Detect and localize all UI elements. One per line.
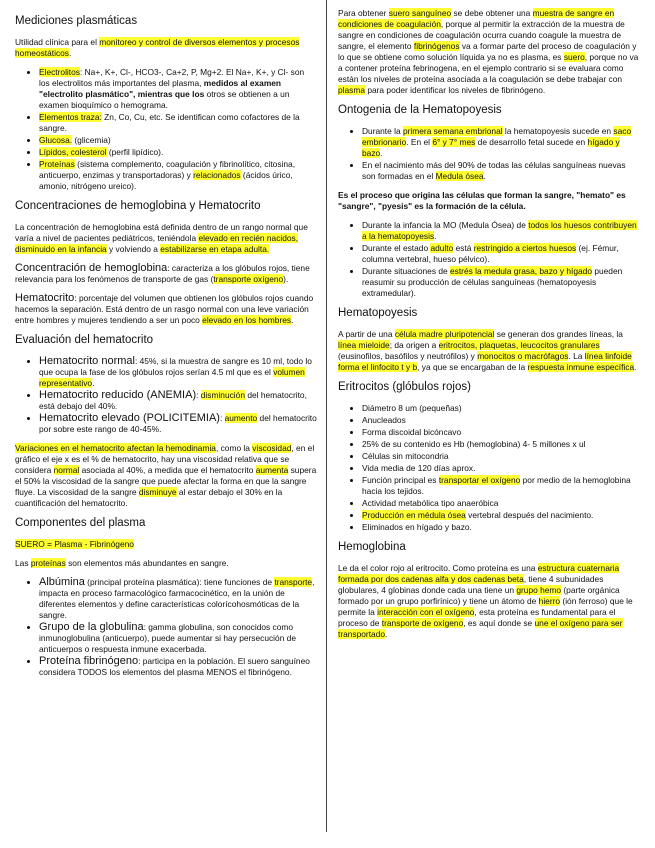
text-run: asociada al 40%, a medida que el hematocrito [79,465,256,475]
text-run: la hematopoyesis sucede en [502,126,614,136]
paragraph [338,8,640,96]
bullet-list [338,126,640,182]
text-run: Forma discoidal bicóncavo [362,427,462,437]
highlighted-text: transportar el oxígeno [438,475,521,485]
highlighted-text: saco embrionario [362,126,632,147]
text-run: Utilidad clínica para el [15,37,100,47]
text-run: vertebral después del nacimiento. [465,510,594,520]
list-item [362,451,640,462]
highlighted-text: suero [563,52,585,62]
text-run: , es aquí donde se [463,618,535,628]
list-item [39,159,317,192]
paragraph [15,443,317,509]
list-item [39,67,317,111]
highlighted-text: hierro [538,596,561,606]
text-run: : 45%, si la muestra de sangre es 10 ml, todo lo que ocupa la fase de los glóbulos rojos serían 4.5 ml que es el [39,356,312,377]
paragraph [15,222,317,255]
highlighted-text: todos los huesos contribuyen a la hematopoyesis [362,220,637,241]
text-run: (ej. Fémur, columna vertebral, hueso pélvico). [362,243,619,264]
highlighted-text: Lípidos, colesterol [39,147,107,157]
list-item [39,390,317,412]
section-heading-hematopoyesis: Hematopoyesis [338,307,418,319]
bullet-list [338,220,640,299]
list-item [39,135,317,146]
highlighted-text: viscosidad [252,443,292,453]
text-run: (ácidos úrico, amonio, nitrógeno ureico). [39,170,293,191]
text-run: Le da el color rojo al eritrocito. Como proteína es una [338,563,538,573]
text-run: (glicemia) [72,135,111,145]
text-run: del hematocrito, está debajo del 40%. [39,390,307,411]
text-run: 25% de su contenido es Hb (hemoglobina) 4- 5 millones x ul [362,439,586,449]
text-run: (parte orgánica formado por un grupo porfirínico) y tiene un átomo de [338,585,620,606]
text-run: otros se obtienen a un examen bioquímico o hemograma. [39,89,290,110]
term-label: Concentración de hemoglobina [15,262,168,274]
bullet-list [15,356,317,435]
text-run: : gamma globulina, son conocidos como inmunoglobulina (anticuerpo), puede aumentar si hay persecución de anticuerpos o respuesta inmune exacerbada. [39,622,296,654]
list-item [362,475,640,497]
text-run: ; da origen a [389,340,439,350]
list-item [362,498,640,509]
list-item [362,266,640,299]
highlighted-text: monocitos o macrófagos [477,351,569,361]
list-item [362,403,640,414]
section-heading-eritrocitos-globulos-rojos: Eritrocitos (glóbulos rojos) [338,381,471,393]
highlighted-text: estabilizarse en etapa adulta. [160,244,270,254]
text-run: Durante situaciones de [362,266,450,276]
highlighted-text: interacción con el oxígeno [377,607,475,617]
highlighted-text: adulto [430,243,454,253]
text-run: por medio de la hemoglobina hacia los tejidos. [362,475,631,496]
text-run: A partir de una [338,329,395,339]
text-run: Zn, Co, Cu, etc. Se identifican como cofactores de la sangre. [39,112,300,133]
highlighted-text: SUERO = Plasma - Fibrinógeno [15,539,134,549]
highlighted-text: elevado en recién nacidos, disminuido en la infancia [15,233,299,254]
highlighted-text: línea mieloide [338,340,390,350]
text-run: de desarrollo fetal sucede en [475,137,588,147]
highlighted-text: aumento [224,413,258,423]
text-run: (principal proteína plasmática): tiene funciones de [84,577,275,587]
highlighted-text: primera semana embrional [402,126,503,136]
text-run: , como la [215,443,253,453]
text-run: Durante la [362,126,403,136]
text-run: y volviendo a [106,244,161,254]
highlighted-text: restringido a ciertos huesos [473,243,577,253]
section-heading-mediciones-plasmaticas: Mediciones plasmáticas [15,15,138,27]
term-label: Hematocrito elevado (POLICITEMIA) [39,412,220,424]
term-label: Albúmina [39,576,85,588]
text-run: , tiene 4 subunidades globulares, 4 globinas donde cada una tiene un [338,574,604,595]
text-run: Durante el estado [362,243,431,253]
list-item [362,439,640,450]
text-run: se debe obtener una [451,8,533,18]
text-run: : porcentaje del volumen que obtienen los glóbulos rojos cuando hacemos la separación. Está dentro de un rasgo normal con una leve variación entre hombres y mujeres tendiendo a ser un poco [15,293,314,325]
text-run: Diámetro 8 um (pequeñas) [362,403,462,413]
highlighted-text: transporte oxígeno [213,274,284,284]
text-run: , impacta en proceso farmacológico farmacocinético, en la unión de diferentes elementos y define características colorícohosmóticas de la sangre. [39,577,315,620]
highlighted-text: transporte de oxígeno [381,618,464,628]
highlighted-text: estructura cuaternaria formada por dos cadenas alfa y dos cadenas beta [338,563,620,584]
highlighted-text: estrés la medula grasa, bazo y hígado [450,266,592,276]
text-run: Anucleados [362,415,406,425]
list-item [362,510,640,521]
text-run: : Na+, K+, Cl-, HCO3-, Ca+2, P, Mg+2. El Na+, K+, y Cl- son los electrolitos más importantes del plasma, [39,67,305,88]
text-run: ). [283,274,289,284]
highlighted-text: célula madre pluripotencial [394,329,495,339]
text-run: Para obtener [338,8,389,18]
text-run: Eliminados en hígado y bazo. [362,522,472,532]
highlighted-text: une el oxígeno para ser transportado [338,618,623,639]
text-run: va a formar parte del proceso de coagulación y lo que se obtiene como solución líquida ya no es plasma, es [338,41,637,62]
text-run: al estar debajo el 30% en la cuantificación del hematocrito. [15,487,283,508]
list-item [39,112,317,134]
paragraph [15,539,317,550]
text-run: . [291,315,294,325]
paragraph [15,37,317,59]
text-run: , en el gráfico el eje x es el % de hematocrito, hay una viscosidad relativa que se considera [15,443,315,475]
text-run: Durante la infancia la MO (Medula Ósea) de [362,220,529,230]
text-run: del hematocrito por sobre este rango de 40-45%. [39,413,317,434]
text-run: (perfil lipídico). [106,147,164,157]
section-heading-ontogenia-de-la-hematopoyesis: Ontogenia de la Hematopoyesis [338,104,502,116]
left-column [15,8,317,686]
text-run: . [380,148,383,158]
text-run: : participa en la población. El suero sanguíneo considera TODOS los elementos del plasma MENOS el fibrinógeno. [39,656,310,677]
paragraph [15,293,317,326]
highlighted-text: Glucosa. [39,135,73,145]
text-run: (ión ferroso) que le permite la [338,596,633,617]
highlighted-text: fibrinógenos [413,41,460,51]
highlighted-text: monitoreo y control de diversos elementos y procesos homeostáticos [15,37,300,58]
highlighted-text: línea linfoide forma el linfocito t y b [338,351,632,372]
highlighted-text: elevado en los hombres [202,315,292,325]
text-run: . [92,378,95,388]
list-item [39,622,317,655]
text-run: Las [15,558,31,568]
highlighted-text: muestra de sangre en condiciones de coagulación [338,8,615,29]
list-item [39,656,317,678]
text-run: para poder identificar los niveles de fibrinógeno. [365,85,546,95]
text-run: , porque no va a contener proteína febrinogena, en el ejemplo contrario si se evaluara como están los niveles de proteína asociada a la coagulación se debe trabajar con [338,52,639,84]
paragraph [15,558,317,569]
term-label: Hematocrito normal [39,355,135,367]
text-run: : [196,390,201,400]
highlighted-text: Medula ósea [435,171,484,181]
highlighted-text: disminución [200,390,245,400]
list-item [362,522,640,533]
text-run: . [385,629,388,639]
list-item [362,415,640,426]
highlighted-text: normal [53,465,80,475]
text-run: . En el [406,137,433,147]
term-label: Hematocrito [15,292,75,304]
text-run: . [69,48,72,58]
text-run: está [453,243,474,253]
text-run: : caracteriza a los glóbulos rojos, tiene relevancia para los fenómenos de transporte de gas ( [15,263,310,284]
highlighted-text: Producción en médula ósea [362,510,466,520]
section-heading-componentes-del-plasma: Componentes del plasma [15,517,146,529]
text-run: , ya que se encargaban de la [417,362,528,372]
highlighted-text: suero sanguíneo [388,8,452,18]
text-run: Función principal es [362,475,439,485]
text-run: La concentración de hemoglobina está definida dentro de un rango normal que varía a nivel de pacientes pediátricos, teniéndola [15,222,308,243]
section-heading-hemoglobina: Hemoglobina [338,541,406,553]
text-run: . [483,171,486,181]
bullet-list [15,577,317,678]
bullet-list [15,67,317,192]
term-label: Proteína fibrinógeno [39,655,139,667]
paragraph [338,190,640,212]
highlighted-text: disminuye [138,487,177,497]
term-label: Grupo de la globulina [39,621,144,633]
text-run: . [634,362,637,372]
text-run: supera el 50% la viscosidad de la sangre que puede afectar la forma en que la sangre fluye. La viscosidad de la sangre [15,465,317,497]
text-run: Actividad metabólica tipo anaeróbica [362,498,499,508]
highlighted-text: proteínas [30,558,66,568]
list-item [39,356,317,389]
highlighted-text: 6° y 7° mes [432,137,476,147]
list-item [362,160,640,182]
text-run: pueden reasumir su producción de células sanguíneas (hematopoyesis extramedular). [362,266,623,298]
text-run: Es el proceso que origina las células que forman la sangre, "hemato" es "sangre", "pyesis" es la formación de la célula. [338,190,626,211]
text-run: (eusinofilos, basófilos y neutrófilos) y [338,351,478,361]
text-run: medidos al examen "electrolito plasmático", mientras que los [39,78,282,99]
list-item [362,220,640,242]
bullet-list [338,403,640,533]
highlighted-text: aumenta [255,465,289,475]
highlighted-text: transporte [274,577,313,587]
highlighted-text: Elementos traza: [39,112,102,122]
section-heading-concentraciones-de-hemoglobina-y-hematoc: Concentraciones de hemoglobina y Hematocrito [15,200,261,212]
paragraph [338,563,640,640]
text-run: se generan dos grandes líneas, la [494,329,623,339]
paragraph [338,329,640,373]
text-run: Vida media de 120 días aprox. [362,463,476,473]
text-run: En el nacimiento más del 90% de todas las células sanguíneas nuevas son formadas en el [362,160,626,181]
text-run: , porque al permitir la extracción de la muestra de sangre en condiciones de coagulación ocurra cuando coagule la muestra de sangre, el elemento [338,19,625,51]
list-item [362,243,640,265]
term-label: Hematocrito reducido (ANEMIA) [39,389,197,401]
highlighted-text: Proteínas [39,159,75,169]
text-run: (sistema complemento, coagulación y fibrinolítico, citosina, anticuerpo, enzimas y transportadoras) y [39,159,296,180]
text-run: , esta proteína es fundamental para el proceso de [338,607,616,628]
highlighted-text: respuesta inmune específica [527,362,635,372]
highlighted-text: volumen representativo [39,367,305,388]
list-item [362,427,640,438]
highlighted-text: hígado y bazo [362,137,620,158]
text-run: . [434,231,437,241]
text-run: son elementos más abundantes en sangre. [65,558,229,568]
list-item [362,126,640,159]
paragraph [15,263,317,285]
highlighted-text: eritrocitos, plaquetas, leucocitos granulares [438,340,600,350]
text-run: . La [568,351,585,361]
list-item [39,413,317,435]
highlighted-text: Electrolitos [39,67,80,77]
highlighted-text: grupo hemo [516,585,562,595]
right-column [338,8,640,648]
text-run: : [219,413,225,423]
section-heading-evaluacion-del-hematocrito: Evaluación del hematocrito [15,334,154,346]
highlighted-text: relacionados [193,170,241,180]
column-divider [326,0,327,832]
highlighted-text: Variaciones en el hematocrito afectan la hemodinamia [15,443,216,453]
highlighted-text: plasma [338,85,365,95]
list-item [39,147,317,158]
list-item [39,577,317,621]
text-run: Células sin mitocondria [362,451,449,461]
list-item [362,463,640,474]
